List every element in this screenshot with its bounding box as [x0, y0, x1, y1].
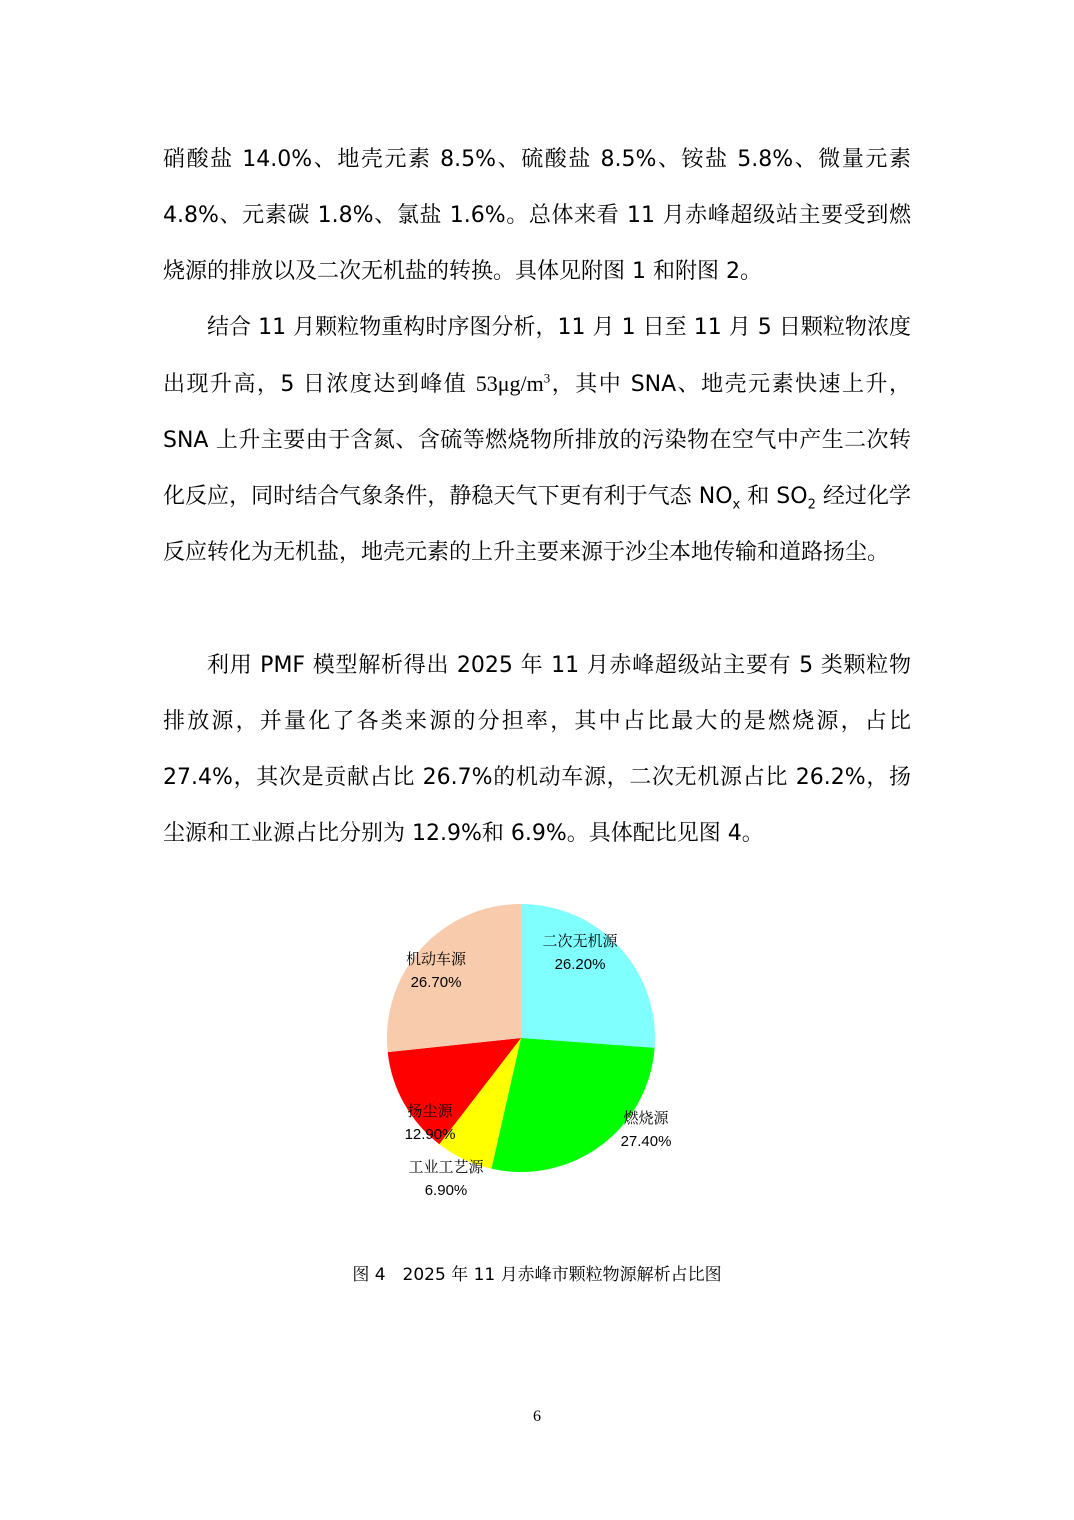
- paragraph-2-text-b: ，其中 SNA、地壳元素快速上升，SNA 上升主要由于含氮、含硫等燃烧物所排放的污染物在空气中产生二次转化反应，同时结合气象条件，静稳天气下更有利于气态 NO: [163, 372, 912, 509]
- concentration-value: 53μg/m: [475, 371, 544, 396]
- page-number: 6: [533, 1408, 541, 1425]
- paragraph-2-text-c: 和 SO: [740, 484, 808, 509]
- paragraph-2: [163, 300, 911, 581]
- pie-slice-1: [521, 904, 655, 1048]
- pie-slice-value-1: 26.20%: [554, 956, 606, 973]
- pie-slice-label-5: 机动车源: [405, 950, 467, 968]
- pie-slice-label-4: 扬尘源: [407, 1102, 453, 1120]
- pie-slice-label-1: 二次无机源: [542, 932, 618, 950]
- paragraph-2-text-d: 经过化学反应转化为无机盐，地壳元素的上升主要来源于沙尘本地传输和道路扬尘。: [163, 484, 911, 565]
- source-apportionment-pie-chart: [370, 890, 690, 1210]
- nox-subscript: x: [732, 497, 741, 513]
- paragraph-2-text-a: 结合 11 月颗粒物重构时序图分析，11 月 1 日至 11 月 5 日颗粒物浓度出现升高，5 日浓度达到峰值: [163, 315, 911, 397]
- so2-subscript: 2: [807, 497, 816, 513]
- figure-caption: 图 4 2025 年 11 月赤峰市颗粒物源解析占比图: [352, 1265, 722, 1285]
- pie-slice-value-2: 27.40%: [620, 1133, 672, 1150]
- paragraph-3: 利用 PMF 模型解析得出 2025 年 11 月赤峰超级站主要有 5 类颗粒物排放源，并量化了各类来源的分担率，其中占比最大的是燃烧源，占比 27.4%，其次是贡献占比 26.7%的机动车源，二次无机源占比 26.2%，扬尘源和工业源占比分别为 12.9%和 6.9%。具体配比见图 4。: [163, 653, 911, 846]
- pie-slice-label-3: 工业工艺源: [408, 1158, 484, 1176]
- concentration-unit-superscript: 3: [543, 370, 551, 386]
- pie-slice-value-5: 26.70%: [410, 974, 462, 991]
- pie-slice-label-2: 燃烧源: [623, 1109, 669, 1127]
- pie-slice-value-4: 12.90%: [404, 1126, 456, 1143]
- pie-slice-value-3: 6.90%: [424, 1182, 468, 1199]
- paragraph-1: 硝酸盐 14.0%、地壳元素 8.5%、硫酸盐 8.5%、铵盐 5.8%、微量元素 4.8%、元素碳 1.8%、氯盐 1.6%。总体来看 11 月赤峰超级站主要受到燃烧源的排放以及二次无机盐的转换。具体见附图 1 和附图 2。: [163, 147, 911, 284]
